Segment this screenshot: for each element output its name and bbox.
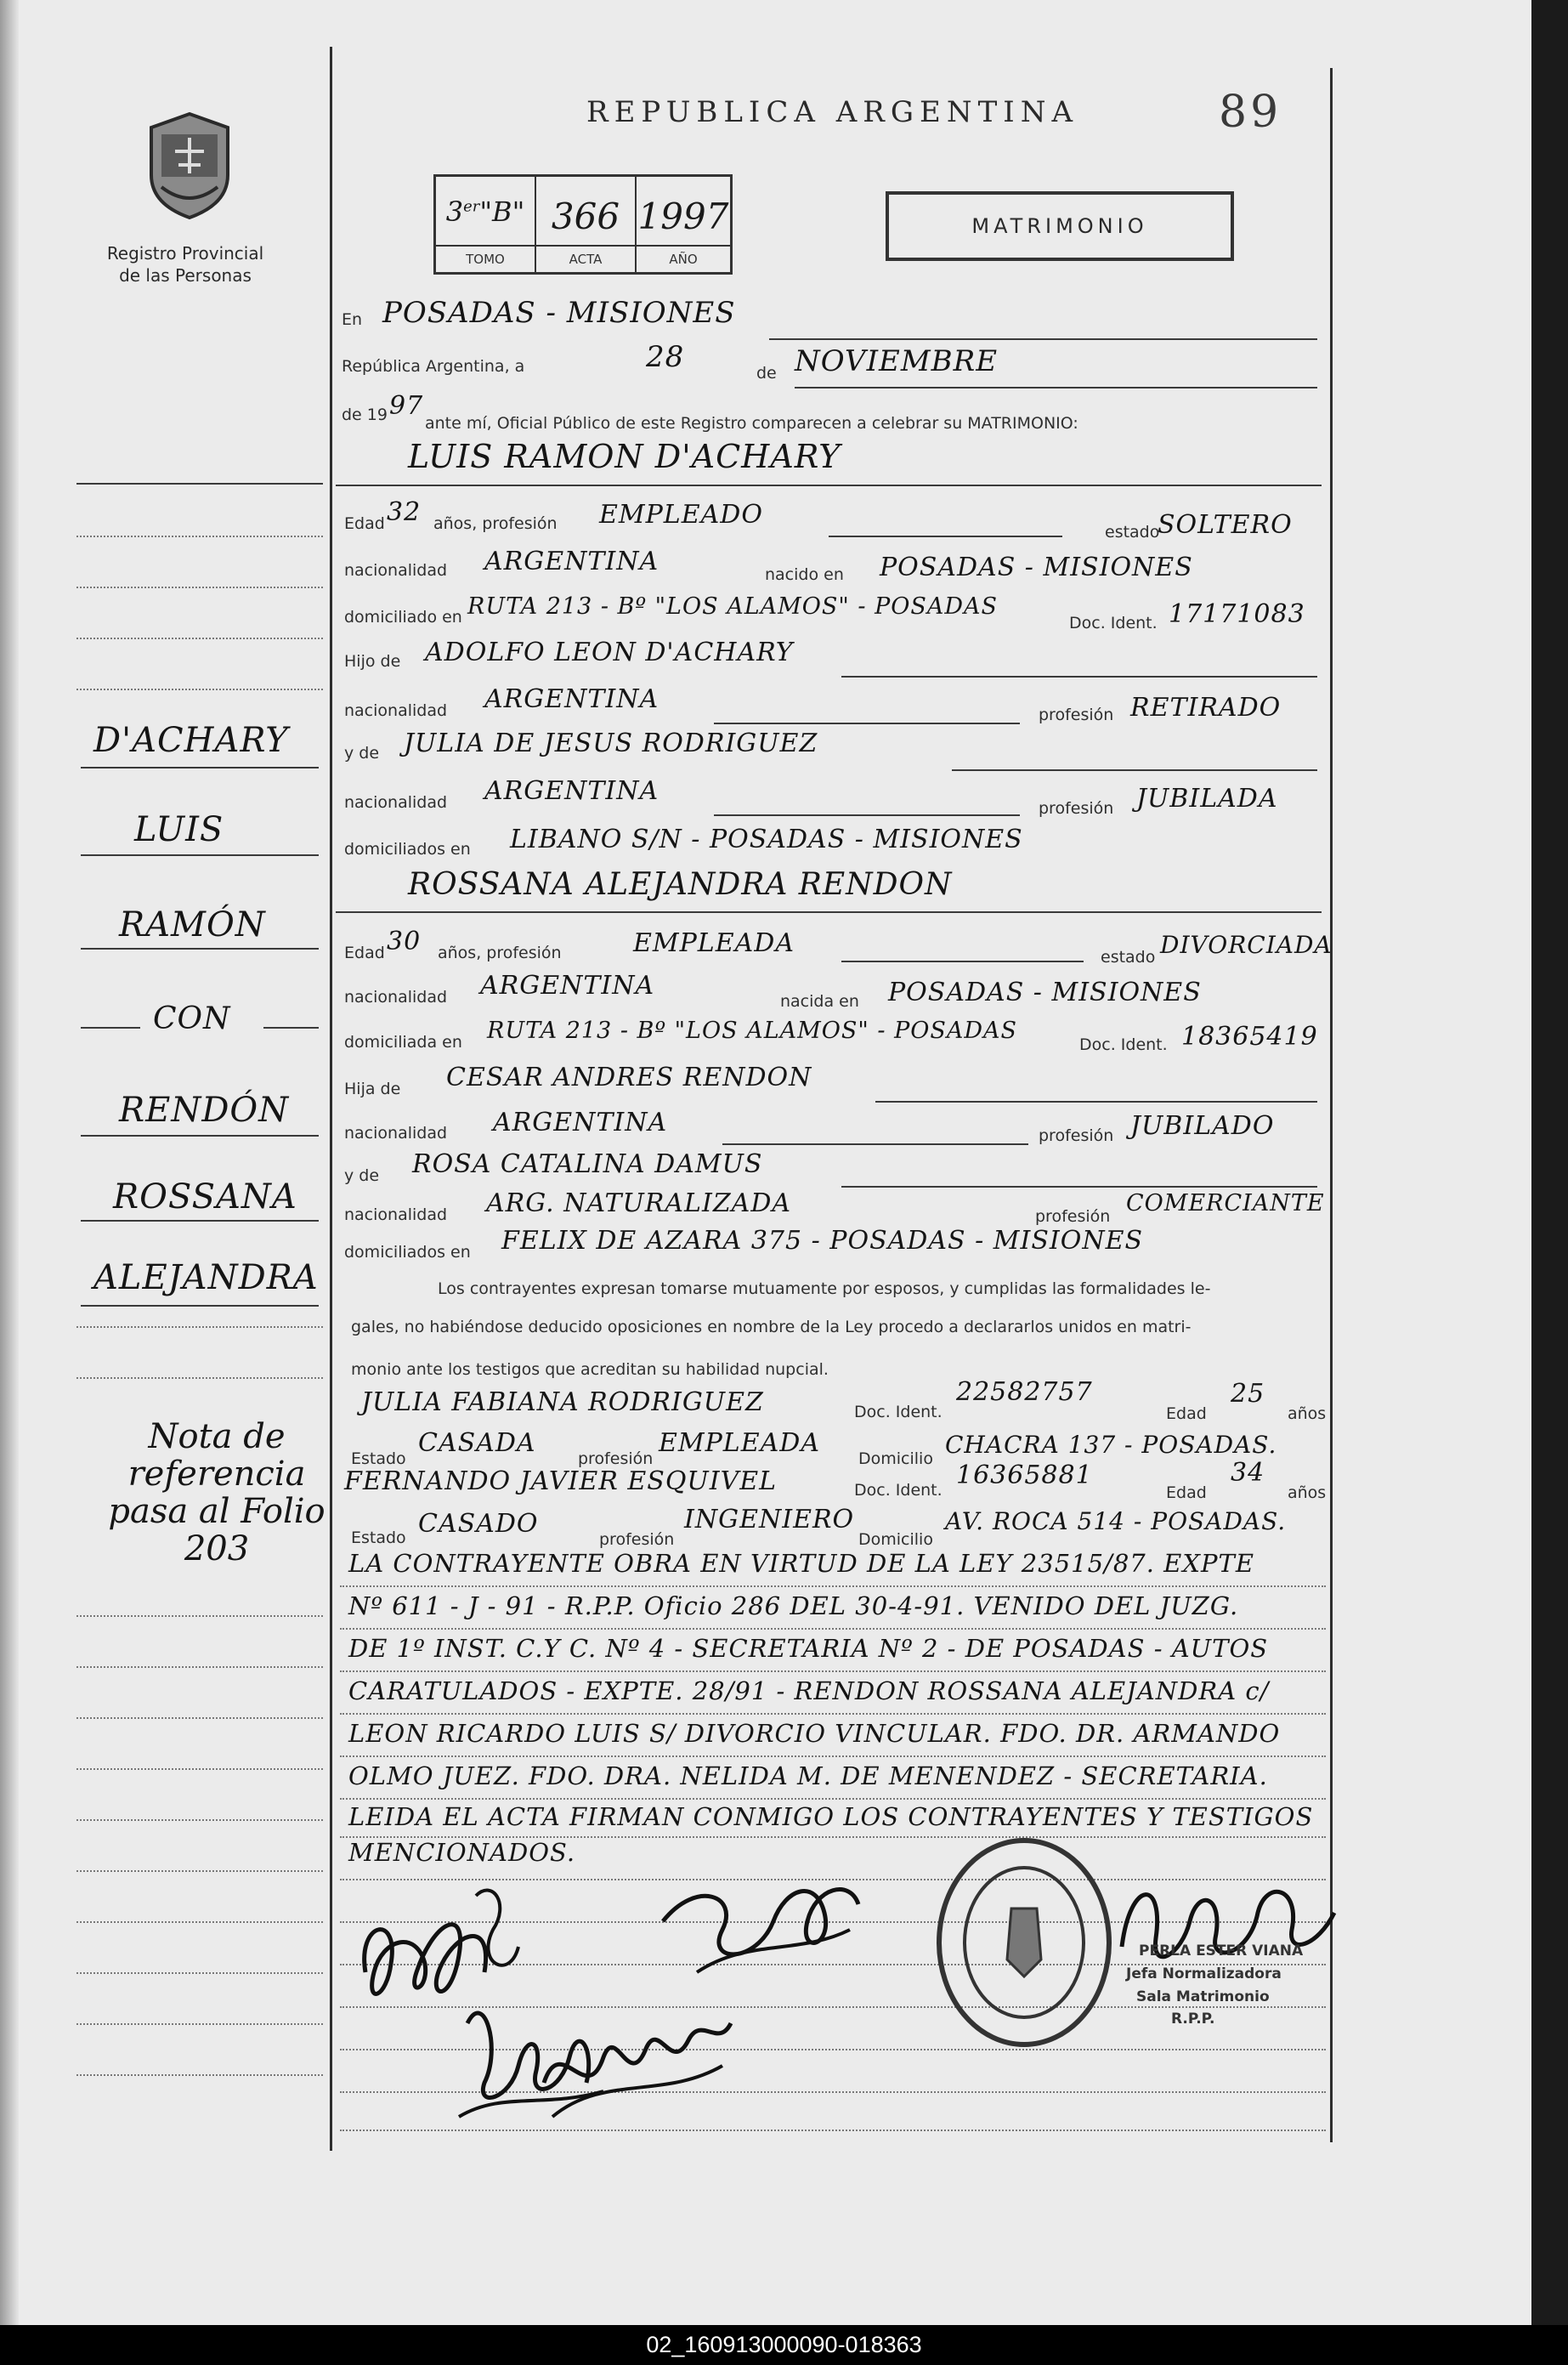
groom-age: 32 — [387, 497, 422, 527]
binding-shadow — [0, 0, 19, 2325]
bride-birthplace: POSADAS - MISIONES — [888, 978, 1202, 1007]
declaration-line-1: Los contrayentes expresan tomarse mutuamente por esposos, y cumplidas las formalidades le- — [438, 1279, 1211, 1298]
bride-doc: 18365419 — [1181, 1022, 1318, 1052]
page-title: REPUBLICA ARGENTINA — [586, 95, 1079, 129]
bride-prof-label: años, profesión — [438, 944, 562, 962]
ano-cell — [637, 177, 730, 272]
groom-prof-label: años, profesión — [433, 514, 558, 533]
margin-rule — [330, 47, 332, 2151]
witness-1-prof-label: profesión — [578, 1449, 654, 1468]
record-box — [433, 174, 733, 275]
bride-edad-label: Edad — [344, 944, 385, 962]
bride-doc-label: Doc. Ident. — [1079, 1035, 1168, 1054]
margin-ruled-line — [76, 1870, 323, 1872]
bride-prof-line — [841, 961, 1084, 962]
groom-mother-nat-line — [714, 814, 1020, 816]
annotation-line-6: OLMO JUEZ. FDO. DRA. NELIDA M. DE MENENDEZ - SECRETARIA. — [348, 1761, 1268, 1790]
witness-2-domic-label: Domicilio — [858, 1530, 933, 1549]
right-rule — [1330, 68, 1333, 2142]
margin-ruled-line — [76, 1819, 323, 1821]
margin-bride-given-2: ALEJANDRA — [93, 1258, 319, 1297]
page-edge — [1531, 0, 1568, 2325]
bride-hija-label: Hija de — [344, 1080, 401, 1098]
annotation-line-2: Nº 611 - J - 91 - R.P.P. Oficio 286 DEL 30-4-91. VENIDO DEL JUZG. — [348, 1591, 1239, 1620]
stamp-rpp: R.P.P. — [1171, 2011, 1215, 2028]
annotation-line-1: LA CONTRAYENTE OBRA EN VIRTUD DE LA LEY 23515/87. EXPTE — [348, 1549, 1254, 1578]
bride-profession: EMPLEADA — [633, 928, 795, 958]
margin-ruled-line — [76, 638, 323, 639]
groom-prof-line — [829, 536, 1062, 537]
bride-nacida-label: nacida en — [780, 992, 859, 1011]
witness-2-prof-label: profesión — [599, 1530, 675, 1549]
margin-dash — [81, 1027, 140, 1029]
bride-mother-line — [841, 1186, 1317, 1188]
note-line-2: referencia — [127, 1455, 306, 1494]
groom-father-nat-line — [714, 723, 1020, 724]
ruled-line — [340, 1713, 1326, 1715]
groom-name: LUIS RAMON D'ACHARY — [408, 438, 841, 475]
margin-ruled-line — [76, 1972, 323, 1974]
groom-doc-label: Doc. Ident. — [1069, 614, 1158, 632]
groom-father-nat-label: nacionalidad — [344, 701, 448, 720]
month-value: NOVIEMBRE — [795, 344, 999, 378]
bride-age: 30 — [387, 927, 422, 956]
witness-2-estado: CASADO — [418, 1509, 539, 1539]
year-prefix: de 19 — [342, 406, 388, 424]
stamp-official-name: PERLA ESTER VIANA — [1139, 1942, 1304, 1959]
bride-father: CESAR ANDRES RENDON — [446, 1063, 812, 1092]
bride-name: ROSSANA ALEJANDRA RENDON — [408, 867, 953, 902]
margin-ruled-line — [76, 1768, 323, 1770]
groom-father-prof-label: profesión — [1039, 706, 1114, 724]
margin-surname: D'ACHARY — [93, 721, 289, 760]
witness-2-signature — [527, 1972, 748, 2134]
bride-mother-nat: ARG. NATURALIZADA — [486, 1188, 792, 1218]
groom-father-nat: ARGENTINA — [484, 684, 659, 714]
witness-1-edad-label: Edad — [1166, 1404, 1207, 1423]
groom-parents-domic-label: domiciliados en — [344, 840, 471, 859]
witness-2-doc: 16365881 — [956, 1460, 1093, 1490]
ano-label: AÑO — [637, 245, 730, 272]
bride-domic-label: domiciliada en — [344, 1033, 462, 1052]
margin-line — [81, 948, 319, 950]
groom-edad-label: Edad — [344, 514, 385, 533]
stamp-official-title: Jefa Normalizadora — [1126, 1965, 1282, 1982]
groom-doc: 17171083 — [1169, 599, 1305, 629]
witness-2-address: AV. ROCA 514 - POSADAS. — [945, 1507, 1287, 1535]
margin-ruled-line — [76, 1615, 323, 1617]
margin-ruled-line — [76, 1921, 323, 1923]
bride-father-prof: JUBILADO — [1130, 1111, 1275, 1141]
margin-ruled-line — [76, 1717, 323, 1719]
margin-bride-given-1: ROSSANA — [113, 1177, 297, 1217]
witness-2-name: FERNANDO JAVIER ESQUIVEL — [344, 1466, 778, 1496]
witness-1-doc-label: Doc. Ident. — [854, 1403, 942, 1421]
bride-mother: ROSA CATALINA DAMUS — [412, 1149, 763, 1179]
tomo-label: TOMO — [436, 245, 535, 272]
annotation-line-4: CARATULADOS - EXPTE. 28/91 - RENDON ROSSANA ALEJANDRA c/ — [348, 1676, 1270, 1705]
annotation-line-7: LEIDA EL ACTA FIRMAN CONMIGO LOS CONTRAYENTES Y TESTIGOS — [348, 1802, 1314, 1831]
margin-line — [81, 1135, 319, 1137]
bride-mother-prof-label: profesión — [1035, 1207, 1111, 1226]
image-id-footer: 02_160913000090-018363 — [0, 2325, 1568, 2365]
margin-line — [81, 1305, 319, 1307]
margin-ruled-line — [76, 2074, 323, 2076]
groom-profession: EMPLEADO — [599, 500, 763, 530]
ruled-line — [340, 1798, 1326, 1800]
witness-1-profession: EMPLEADA — [659, 1428, 821, 1458]
margin-ruled-line — [76, 1377, 323, 1379]
place-line — [769, 338, 1317, 340]
annotation-line-8: MENCIONADOS. — [348, 1838, 576, 1867]
witness-1-doc: 22582757 — [956, 1377, 1093, 1407]
ruled-line — [340, 1836, 1326, 1838]
acta-cell — [536, 177, 637, 272]
ruled-line — [340, 1670, 1326, 1672]
folio-number: 89 — [1219, 87, 1282, 138]
ruled-line — [340, 1585, 1326, 1587]
ruled-line — [340, 1755, 1326, 1757]
margin-given-2: RAMÓN — [119, 905, 266, 944]
margin-dash — [263, 1027, 319, 1029]
groom-mother-nat-label: nacionalidad — [344, 793, 448, 812]
en-label: En — [342, 310, 363, 329]
witness-2-profession: INGENIERO — [684, 1505, 855, 1534]
groom-nac-label: nacionalidad — [344, 561, 448, 580]
groom-estado: SOLTERO — [1158, 510, 1293, 540]
note-line-3: pasa al Folio — [108, 1492, 325, 1531]
groom-father: ADOLFO LEON D'ACHARY — [425, 638, 794, 667]
reference-note — [93, 1418, 340, 1568]
groom-parents-address: LIBANO S/N - POSADAS - MISIONES — [510, 825, 1023, 854]
groom-address: RUTA 213 - Bº "LOS ALAMOS" - POSADAS — [467, 593, 999, 620]
witness-1-name: JULIA FABIANA RODRIGUEZ — [361, 1387, 764, 1417]
stamp-office: Sala Matrimonio — [1136, 1988, 1270, 2005]
groom-father-prof: RETIRADO — [1130, 693, 1282, 723]
bride-name-line — [336, 911, 1322, 913]
day-value: 28 — [646, 340, 685, 374]
groom-mother-prof: JUBILADA — [1136, 784, 1278, 814]
margin-ruled-line — [76, 536, 323, 537]
ano-value: 1997 — [637, 196, 729, 237]
place-value: POSADAS - MISIONES — [382, 296, 736, 330]
bride-father-prof-label: profesión — [1039, 1126, 1114, 1145]
note-line-1: Nota de — [148, 1417, 286, 1456]
bride-parents-address: FELIX DE AZARA 375 - POSADAS - MISIONES — [501, 1226, 1144, 1256]
groom-estado-label: estado — [1105, 523, 1160, 542]
witness-1-signature — [646, 1845, 875, 1989]
bride-mother-nat-label: nacionalidad — [344, 1205, 448, 1224]
bride-father-line — [875, 1101, 1317, 1103]
groom-mother-line — [952, 769, 1317, 771]
groom-domic-label: domiciliado en — [344, 608, 462, 627]
bride-mother-prof: COMERCIANTE — [1126, 1190, 1325, 1217]
witness-1-age: 25 — [1231, 1379, 1265, 1409]
acta-value: 366 — [551, 196, 620, 237]
bride-estado: DIVORCIADA — [1160, 931, 1333, 959]
ruled-line — [340, 1628, 1326, 1630]
groom-mother: JULIA DE JESUS RODRIGUEZ — [404, 729, 818, 758]
margin-line — [81, 1220, 319, 1222]
annotation-line-5: LEON RICARDO LUIS S/ DIVORCIO VINCULAR. FDO. DR. ARMANDO — [348, 1719, 1281, 1748]
margin-ruled-line — [76, 1666, 323, 1668]
tomo-value: 3er"B" — [445, 196, 525, 228]
margin-con: CON — [153, 1001, 231, 1036]
year-suffix: 97 — [389, 391, 424, 421]
margin-line — [76, 483, 323, 485]
annotation-line-3: DE 1º INST. C.Y C. Nº 4 - SECRETARIA Nº 2 - DE POSADAS - AUTOS — [348, 1634, 1269, 1663]
acta-label: ACTA — [536, 245, 635, 272]
de-label: de — [756, 364, 777, 383]
bride-estado-label: estado — [1101, 948, 1156, 967]
groom-name-line — [336, 485, 1322, 486]
groom-mother-nat: ARGENTINA — [484, 776, 659, 806]
bride-nac-label: nacionalidad — [344, 988, 448, 1007]
bride-parents-domic-label: domiciliados en — [344, 1243, 471, 1262]
intro-statement: ante mí, Oficial Público de este Registro comparecen a celebrar su MATRIMONIO: — [425, 414, 1078, 433]
margin-line — [81, 854, 319, 856]
declaration-line-3: monio ante los testigos que acreditan su habilidad nupcial. — [351, 1360, 829, 1379]
witness-1-address: CHACRA 137 - POSADAS. — [945, 1431, 1277, 1459]
note-line-4: 203 — [184, 1529, 250, 1568]
witness-1-estado: CASADA — [418, 1428, 536, 1458]
bride-father-nat-line — [722, 1143, 1028, 1145]
tomo-cell — [436, 177, 536, 272]
margin-given-1: LUIS — [134, 810, 224, 849]
official-seal — [931, 1832, 1118, 2053]
misiones-seal-icon — [143, 109, 236, 221]
margin-ruled-line — [76, 1326, 323, 1328]
bride-father-nat: ARGENTINA — [493, 1108, 668, 1137]
groom-yde-label: y de — [344, 744, 380, 763]
margin-line — [81, 767, 319, 768]
declaration-line-2: gales, no habiéndose deducido oposiciones en nombre de la Ley procedo a declararlos unidos en matri- — [351, 1318, 1192, 1336]
bride-yde-label: y de — [344, 1166, 380, 1185]
bride-father-nat-label: nacionalidad — [344, 1124, 448, 1143]
republica-label: República Argentina, a — [342, 357, 525, 376]
groom-birthplace: POSADAS - MISIONES — [880, 553, 1193, 582]
witness-1-anos-label: años — [1288, 1404, 1327, 1423]
groom-hijo-label: Hijo de — [344, 652, 401, 671]
margin-ruled-line — [76, 689, 323, 690]
margin-ruled-line — [76, 2023, 323, 2025]
month-line — [795, 387, 1317, 388]
groom-father-line — [841, 676, 1317, 678]
groom-nationality: ARGENTINA — [484, 547, 659, 576]
witness-2-anos-label: años — [1288, 1483, 1327, 1502]
bride-nationality: ARGENTINA — [480, 971, 655, 1001]
witness-2-estado-label: Estado — [351, 1528, 406, 1547]
groom-mother-prof-label: profesión — [1039, 799, 1114, 818]
witness-2-age: 34 — [1231, 1458, 1265, 1488]
witness-1-estado-label: Estado — [351, 1449, 406, 1468]
document-type: MATRIMONIO — [886, 191, 1234, 261]
witness-2-edad-label: Edad — [1166, 1483, 1207, 1502]
ruled-line — [340, 2130, 1326, 2131]
registry-label: Registro Provincial de las Personas — [106, 243, 264, 286]
margin-bride-surname: RENDÓN — [119, 1091, 290, 1130]
margin-ruled-line — [76, 587, 323, 588]
witness-1-domic-label: Domicilio — [858, 1449, 933, 1468]
groom-nacido-label: nacido en — [765, 565, 844, 584]
bride-address: RUTA 213 - Bº "LOS ALAMOS" - POSADAS — [487, 1018, 1018, 1044]
witness-2-doc-label: Doc. Ident. — [854, 1481, 942, 1500]
